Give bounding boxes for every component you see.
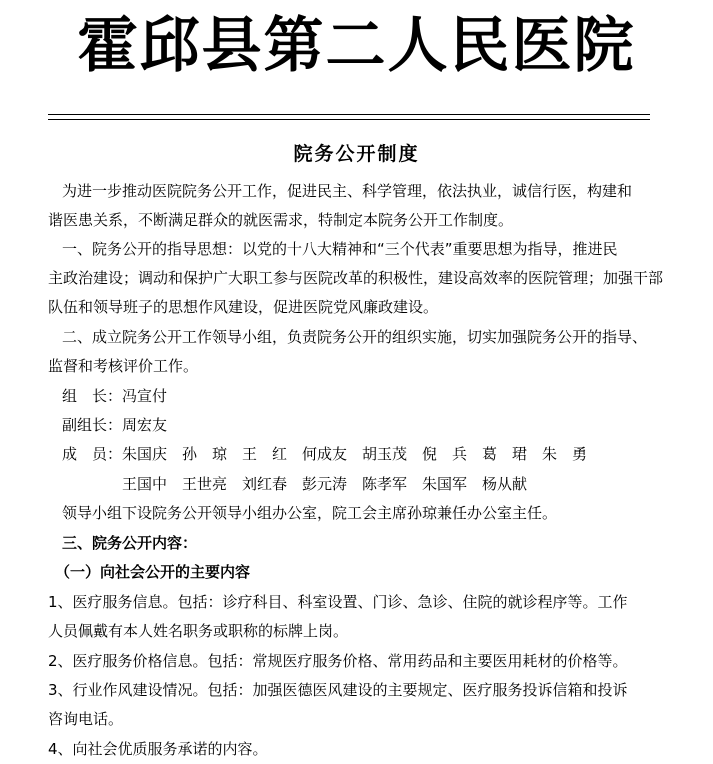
paragraph-line: 4、向社会优质服务承诺的内容。 (48, 740, 268, 758)
paragraph-line: 队伍和领导班子的思想作风建设，促进医院党风廉政建设。 (48, 298, 439, 316)
paragraph-line: 王国中 王世亮 刘红春 彭元涛 陈孝军 朱国军 杨从献 (122, 475, 528, 493)
hospital-name: 霍邱县第二人民医院 (77, 11, 636, 81)
paragraph-line: 3、行业作风建设情况。包括：加强医德医风建设的主要规定、医疗服务投诉信箱和投诉 (48, 681, 628, 699)
header-rule-bottom (48, 119, 650, 120)
section-heading: （一）向社会公开的主要内容 (55, 563, 251, 581)
paragraph-line: 1、医疗服务信息。包括：诊疗科目、科室设置、门诊、急诊、住院的就诊程序等。工作 (48, 593, 628, 611)
paragraph-line: 为进一步推动医院院务公开工作，促进民主、科学管理，依法执业，诚信行医，构建和 (62, 182, 633, 200)
paragraph-line: 组 长：冯宣付 (62, 387, 168, 405)
paragraph-line: 咨询电话。 (48, 710, 124, 728)
document-title: 院务公开制度 (293, 143, 420, 165)
paragraph-line: 成 员：朱国庆 孙 琼 王 红 何成友 胡玉茂 倪 兵 葛 珺 朱 勇 (62, 445, 588, 463)
paragraph-line: 主政治建设；调动和保护广大职工参与医院改革的积极性，建设高效率的医院管理；加强干部 (48, 269, 664, 287)
section-heading: 三、院务公开内容： (62, 534, 198, 552)
paragraph-line: 2、医疗服务价格信息。包括：常规医疗服务价格、常用药品和主要医用耗材的价格等。 (48, 652, 628, 670)
paragraph-line: 副组长：周宏友 (62, 416, 168, 434)
paragraph-line: 二、成立院务公开工作领导小组，负责院务公开的组织实施，切实加强院务公开的指导、 (62, 328, 648, 346)
header-rule-top (48, 114, 650, 115)
paragraph-line: 监督和考核评价工作。 (48, 357, 199, 375)
paragraph-line: 领导小组下设院务公开领导小组办公室，院工会主席孙琼兼任办公室主任。 (62, 504, 558, 522)
paragraph-line: 谐医患关系，不断满足群众的就医需求，特制定本院务公开工作制度。 (48, 211, 514, 229)
paragraph-line: 人员佩戴有本人姓名职务或职称的标牌上岗。 (48, 622, 349, 640)
paragraph-line: 一、院务公开的指导思想：以党的十八大精神和“三个代表”重要思想为指导，推进民 (62, 240, 618, 258)
